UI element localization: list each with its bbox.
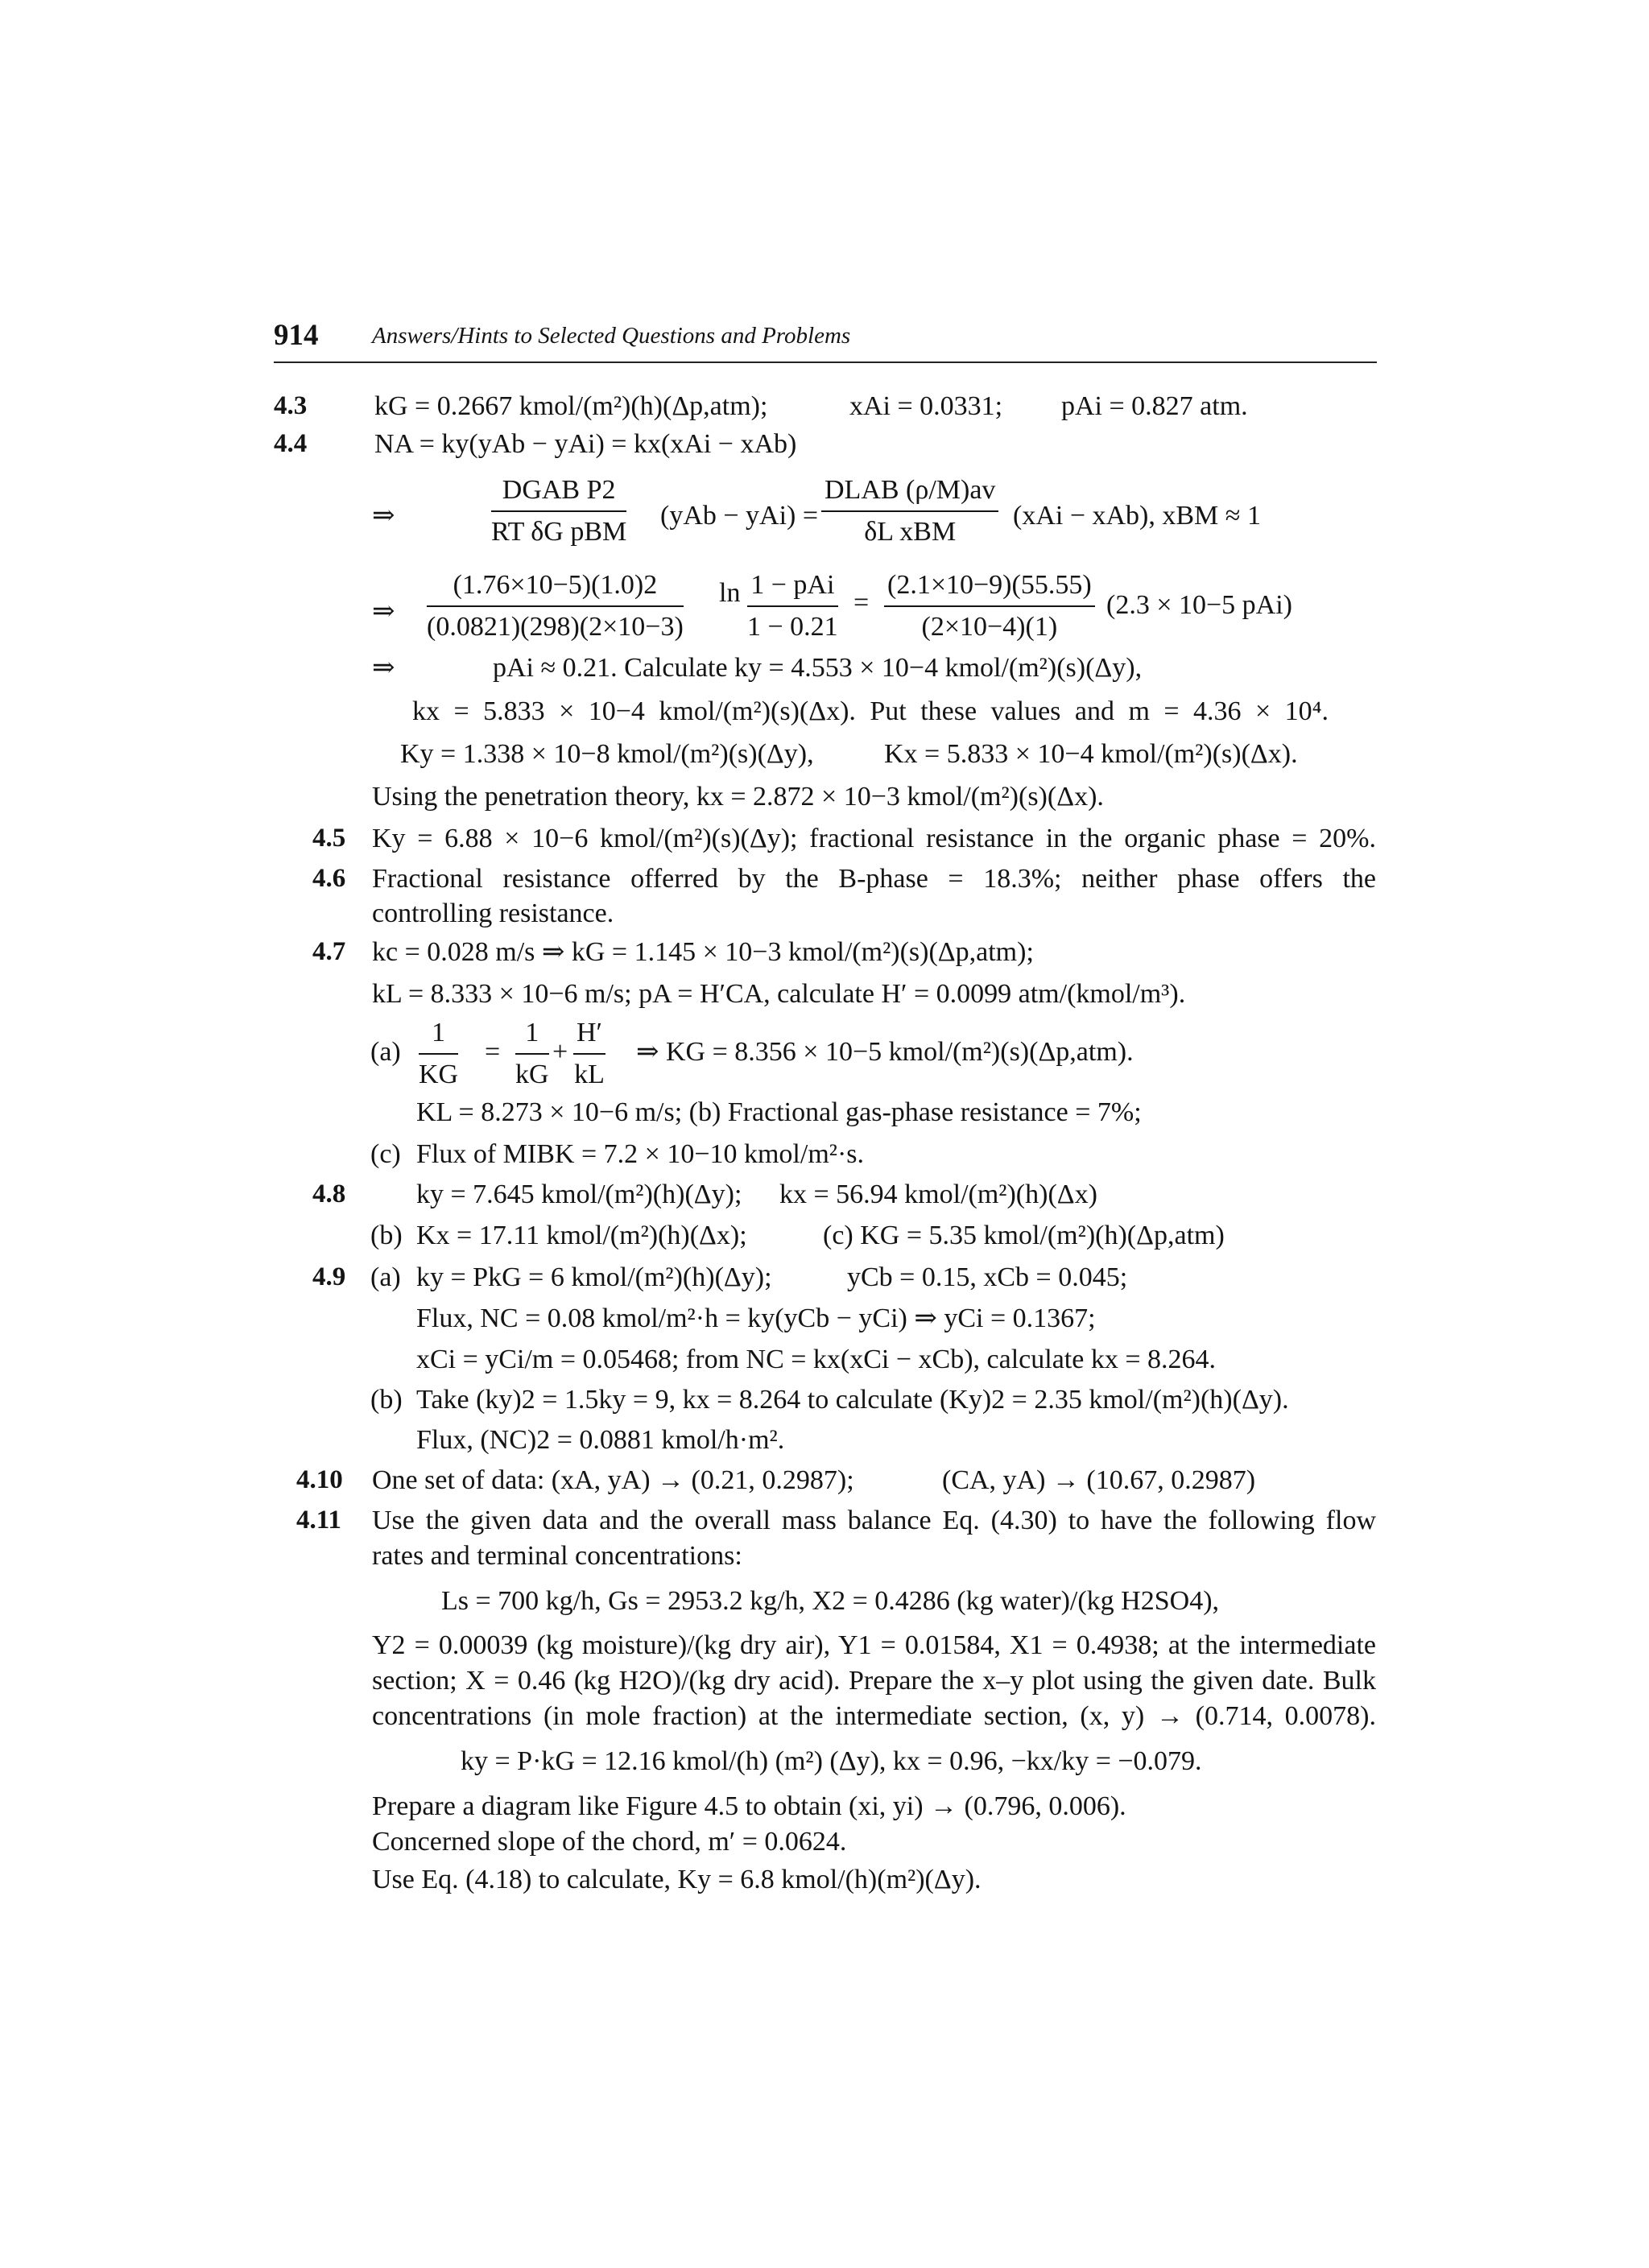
denominator: (0.0821)(298)(2×10−3) (427, 612, 684, 642)
numerator: DGAB P2 (491, 477, 626, 512)
implies-arrow: ⇒ (372, 653, 395, 683)
answer-line: yCb = 0.15, xCb = 0.045; (847, 1262, 1128, 1292)
page-number: 914 (274, 319, 319, 352)
answer-line: pAi ≈ 0.21. Calculate ky = 4.553 × 10−4 kmol/(m²)(s)(Δy), (493, 653, 1143, 683)
answer-line: Ky = 6.88 × 10−6 kmol/(m²)(s)(Δy); fractional resistance in the organic phase = 20%. (372, 824, 1376, 853)
answer-line: Concerned slope of the chord, m′ = 0.0624. (372, 1827, 847, 1857)
problem-number: 4.3 (274, 391, 308, 420)
answer-line: Flux, (NC)2 = 0.0881 kmol/h·m². (416, 1425, 785, 1455)
answer-line: Using the penetration theory, kx = 2.872 × 10−3 kmol/(m²)(s)(Δx). (372, 782, 1104, 812)
answer-line: pAi = 0.827 atm. (1061, 391, 1248, 421)
answer-line: KL = 8.273 × 10−6 m/s; (b) Fractional gas-phase resistance = 7%; (416, 1097, 1142, 1127)
page-header (274, 318, 1377, 363)
problem-number: 4.8 (312, 1179, 346, 1208)
part-label: (b) (370, 1221, 403, 1250)
answer-line: section; X = 0.46 (kg H2O)/(kg dry acid). Prepare the x–y plot using the given date. Bulk (372, 1666, 1376, 1696)
answer-line: kx = 5.833 × 10−4 kmol/(m²)(s)(Δx). Put these values and m = 4.36 × 10⁴. (412, 696, 1329, 726)
answer-line: concentrations (in mole fraction) at the intermediate section, (x, y) → (0.714, 0.0078). (372, 1701, 1376, 1731)
fraction (419, 1019, 458, 1089)
numerator: 1 (515, 1019, 549, 1055)
numerator: (2.1×10−9)(55.55) (884, 572, 1095, 607)
part-label: (c) (370, 1139, 401, 1169)
denominator: δL xBM (864, 517, 957, 547)
problem-number: 4.7 (312, 937, 346, 966)
answer-line: ⇒ KG = 8.356 × 10−5 kmol/(m²)(s)(Δp,atm). (636, 1037, 1134, 1067)
answer-line: Use Eq. (4.18) to calculate, Ky = 6.8 kmol/(h)(m²)(Δy). (372, 1865, 982, 1894)
equals-sign: = (853, 588, 870, 618)
answer-line: ky = 7.645 kmol/(m²)(h)(Δy); (416, 1179, 742, 1209)
answer-line: One set of data: (xA, yA) → (0.21, 0.2987); (372, 1465, 854, 1495)
running-title: Answers/Hints to Selected Questions and Problems (372, 323, 851, 349)
answer-line: Kx = 17.11 kmol/(m²)(h)(Δx); (416, 1221, 747, 1250)
numerator: H′ (573, 1019, 605, 1055)
answer-line: ky = PkG = 6 kmol/(m²)(h)(Δy); (416, 1262, 772, 1292)
answer-line: xCi = yCi/m = 0.05468; from NC = kx(xCi − xCb), calculate kx = 8.264. (416, 1345, 1217, 1374)
denominator: KG (419, 1060, 459, 1089)
fraction (821, 477, 998, 546)
ln-label: ln (719, 578, 741, 608)
fraction (884, 572, 1095, 641)
denominator: 1 − 0.21 (747, 612, 838, 642)
answer-line: (2.3 × 10−5 pAi) (1106, 590, 1292, 620)
problem-number: 4.10 (296, 1465, 343, 1494)
problem-number: 4.9 (312, 1262, 346, 1291)
fraction (515, 1019, 549, 1089)
fraction (491, 477, 626, 546)
answer-line: (CA, yA) → (10.67, 0.2987) (942, 1465, 1256, 1495)
denominator: kL (574, 1060, 605, 1089)
plus-sign: + (552, 1037, 568, 1067)
fraction (573, 1019, 605, 1089)
answer-line: Fractional resistance offerred by the B-phase = 18.3%; neither phase offers the (372, 864, 1376, 894)
implies-arrow: ⇒ (372, 501, 395, 531)
answer-line: kG = 0.2667 kmol/(m²)(h)(Δp,atm); (374, 391, 768, 421)
answer-line: kx = 56.94 kmol/(m²)(h)(Δx) (779, 1179, 1097, 1209)
numerator: DLAB (ρ/M)av (821, 477, 998, 512)
answer-line: controlling resistance. (372, 899, 614, 928)
problem-number: 4.5 (312, 824, 346, 853)
answer-line: rates and terminal concentrations: (372, 1541, 742, 1571)
part-label: (a) (370, 1262, 401, 1292)
answer-line: Ls = 700 kg/h, Gs = 2953.2 kg/h, X2 = 0.4286 (kg water)/(kg H2SO4), (441, 1586, 1220, 1616)
answer-line: kc = 0.028 m/s ⇒ kG = 1.145 × 10−3 kmol/(m²)(s)(Δp,atm); (372, 937, 1034, 967)
part-label: (a) (370, 1037, 401, 1067)
answer-line: (yAb − yAi) = (660, 501, 819, 531)
answer-line: xAi = 0.0331; (849, 391, 1003, 421)
numerator: 1 (419, 1019, 458, 1055)
answer-line: (c) KG = 5.35 kmol/(m²)(h)(Δp,atm) (823, 1221, 1225, 1250)
answer-line: Y2 = 0.00039 (kg moisture)/(kg dry air), Y1 = 0.01584, X1 = 0.4938; at the intermediate (372, 1630, 1376, 1660)
answer-line: Prepare a diagram like Figure 4.5 to obtain (xi, yi) → (0.796, 0.006). (372, 1791, 1126, 1821)
denominator: (2×10−4)(1) (921, 612, 1058, 642)
problem-number: 4.4 (274, 429, 308, 458)
answer-line: Take (ky)2 = 1.5ky = 9, kx = 8.264 to calculate (Ky)2 = 2.35 kmol/(m²)(h)(Δy). (416, 1385, 1289, 1415)
answer-line: Flux of MIBK = 7.2 × 10−10 kmol/m²·s. (416, 1139, 865, 1169)
answer-line: Flux, NC = 0.08 kmol/m²·h = ky(yCb − yCi) ⇒ yCi = 0.1367; (416, 1303, 1096, 1333)
numerator: (1.76×10−5)(1.0)2 (427, 572, 684, 607)
answer-line: Kx = 5.833 × 10−4 kmol/(m²)(s)(Δx). (884, 739, 1298, 769)
equals-sign: = (485, 1037, 501, 1067)
answer-line: Ky = 1.338 × 10−8 kmol/(m²)(s)(Δy), (400, 739, 814, 769)
fraction (427, 572, 684, 641)
part-label: (b) (370, 1385, 403, 1415)
problem-number: 4.11 (296, 1506, 341, 1535)
answer-line: (xAi − xAb), xBM ≈ 1 (1013, 501, 1261, 531)
answer-line: NA = ky(yAb − yAi) = kx(xAi − xAb) (374, 429, 797, 459)
fraction (747, 572, 838, 641)
answer-line: kL = 8.333 × 10−6 m/s; pA = H′CA, calculate H′ = 0.0099 atm/(kmol/m³). (372, 979, 1186, 1009)
denominator: RT δG pBM (491, 517, 627, 547)
answer-line: Use the given data and the overall mass balance Eq. (4.30) to have the following flow (372, 1506, 1376, 1535)
numerator: 1 − pAi (747, 572, 838, 607)
problem-number: 4.6 (312, 864, 346, 893)
implies-arrow: ⇒ (372, 597, 395, 626)
answer-line: ky = P·kG = 12.16 kmol/(h) (m²) (Δy), kx = 0.96, −kx/ky = −0.079. (461, 1746, 1202, 1776)
denominator: kG (515, 1060, 549, 1089)
